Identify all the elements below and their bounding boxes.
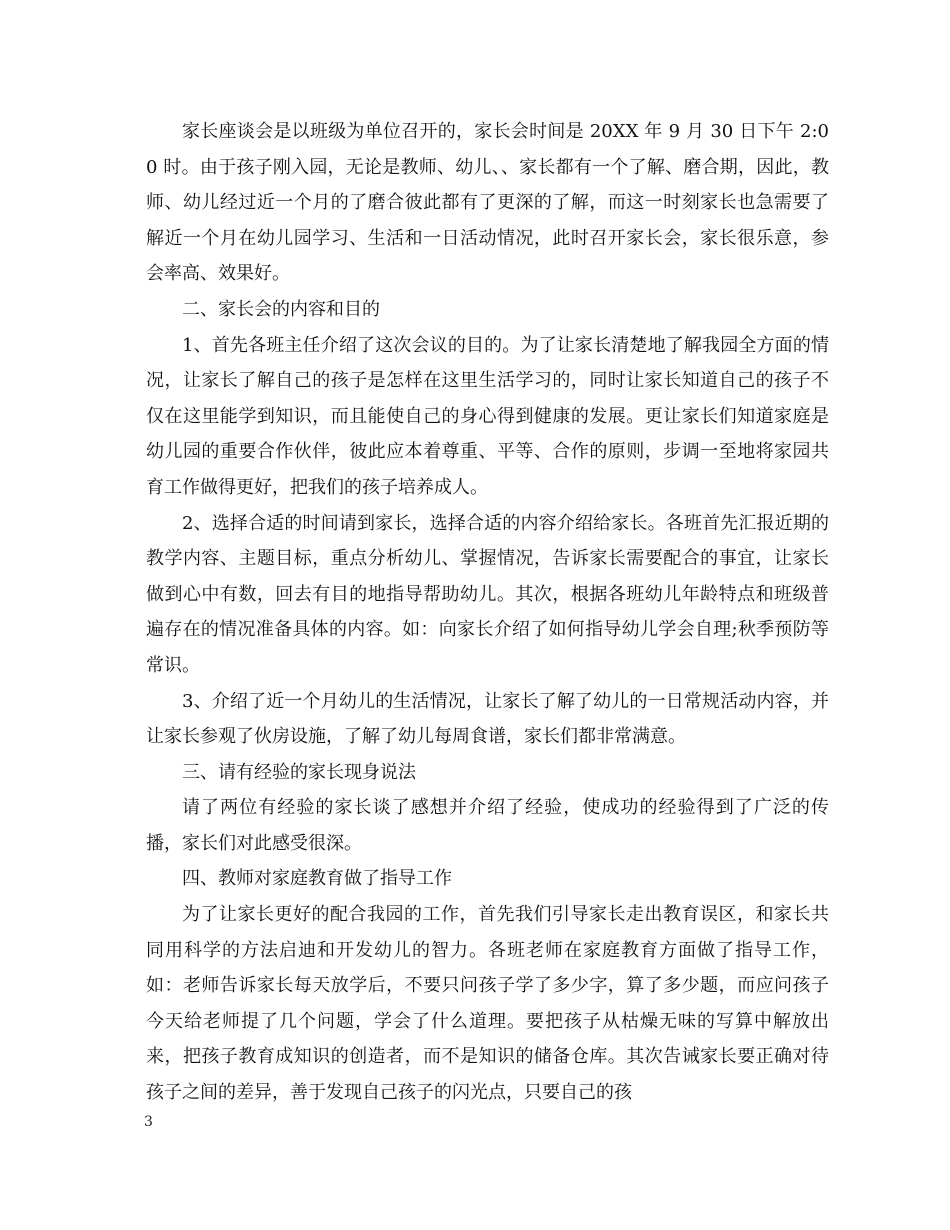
paragraph-parent-experience: 请了两位有经验的家长谈了感想并介绍了经验，使成功的经验得到了广泛的传播，家长们对此感受很深。 bbox=[146, 797, 829, 854]
document-body bbox=[146, 114, 829, 1111]
paragraph-meeting-intro: 家长座谈会是以班级为单位召开的，家长会时间是 20XX 年 9 月 30 日下午 2:00 时。由于孩子刚入园，无论是教师、幼儿、、家长都有一个了解、磨合期，因此，教师、幼儿经过近一个月的了磨合彼此都有了更深的了解，而这一时刻家长也急需要了解近一个月在幼儿园学习、生活和一日活动情况，此时召开家长会，家长很乐意，参会率高、效果好。 bbox=[146, 121, 829, 285]
paragraph-item-3: 3、介绍了近一个月幼儿的生活情况，让家长了解了幼儿的一日常规活动内容，并让家长参观了伙房设施，了解了幼儿每周食谱，家长们都非常满意。 bbox=[146, 690, 829, 748]
section-heading-content-purpose: 二、家长会的内容和目的 bbox=[182, 298, 380, 320]
page-number: 3 bbox=[144, 1114, 153, 1130]
section-heading-parent-experience: 三、请有经验的家长现身说法 bbox=[182, 761, 416, 783]
section-heading-teacher-guidance: 四、教师对家庭教育做了指导工作 bbox=[182, 868, 452, 890]
paragraph-item-2: 2、选择合适的时间请到家长，选择合适的内容介绍给家长。各班首先汇报近期的教学内容、主题目标，重点分析幼儿、掌握情况，告诉家长需要配合的事宜，让家长做到心中有数，回去有目的地指导帮助幼儿。其次，根据各班幼儿年龄特点和班级普遍存在的情况准备具体的内容。如：向家长介绍了如何指导幼儿学会自理;秋季预防等常识。 bbox=[146, 512, 829, 676]
paragraph-item-1: 1、首先各班主任介绍了这次会议的目的。为了让家长清楚地了解我园全方面的情况，让家长了解自己的孩子是怎样在这里生活学习的，同时让家长知道自己的孩子不仅在这里能学到知识，而且能使自己的身心得到健康的发展。更让家长们知道家庭是幼儿园的重要合作伙伴，彼此应本着尊重、平等、合作的原则，步调一至地将家园共育工作做得更好，把我们的孩子培养成人。 bbox=[146, 334, 829, 498]
paragraph-teacher-guidance: 为了让家长更好的配合我园的工作，首先我们引导家长走出教育误区，和家长共同用科学的方法启迪和开发幼儿的智力。各班老师在家庭教育方面做了指导工作，如：老师告诉家长每天放学后，不要只问孩子学了多少字，算了多少题，而应问孩子今天给老师提了几个问题，学会了什么道理。要把孩子从枯燥无味的写算中解放出来，把孩子教育成知识的创造者，而不是知识的储备仓库。其次告诫家长要正确对待孩子之间的差异，善于发现自己孩子的闪光点，只要自己的孩 bbox=[146, 904, 829, 1104]
